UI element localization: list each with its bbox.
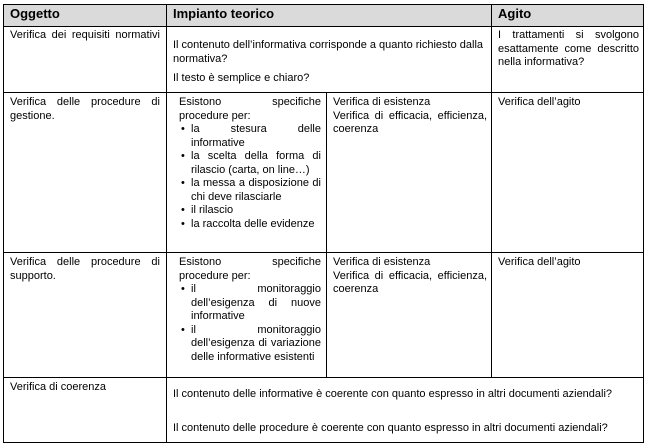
row3-agito-text: Verifica dell’agito [498, 256, 581, 268]
row2-oggetto [3, 92, 167, 253]
row1-impianto-q1: Il contenuto dell’informativa corrisponde a quanto richiesto dalla normativa? [173, 39, 484, 65]
row1-oggetto-text: Verifica dei requisiti normativi [10, 29, 160, 41]
row1-agito-text: I trattamenti si svolgono esattamente come descritto nella informativa? [498, 29, 639, 68]
row2-oggetto-text: Verifica delle procedure di gestione. [10, 96, 160, 122]
list-item: • il monitoraggio dell’esigenza di variazione delle informative esistenti [179, 324, 321, 365]
row3-procedure [166, 252, 327, 378]
row2-procedure-list [179, 123, 321, 231]
row1-impianto [166, 26, 492, 93]
list-item: • il monitoraggio dell’esigenza di nuove informative [179, 283, 321, 324]
row2-agito [491, 92, 644, 253]
header-oggetto-label: Oggetto [10, 6, 60, 21]
row4-coerenza-q1: Il contenuto delle informative è coerente con quanto espresso in altri documenti aziendali? [173, 388, 613, 400]
header-impianto [166, 4, 492, 27]
row3-oggetto [3, 252, 167, 378]
row3-agito [491, 252, 644, 378]
audit-table [3, 4, 644, 443]
header-oggetto [3, 4, 167, 27]
header-agito-label: Agito [498, 6, 532, 21]
row1-impianto-q2: Il testo è semplice e chiaro? [173, 72, 310, 84]
row3-oggetto-text: Verifica delle procedure di supporto. [10, 256, 160, 282]
row4-oggetto [3, 377, 167, 443]
row2-agito-text: Verifica dell’agito [498, 96, 581, 108]
row4-coerenza-q2: Il contenuto delle procedure è coerente con quanto espresso in altri documenti aziendali? [173, 422, 608, 434]
row3-verifica-text: Verifica di esistenza Verifica di efficacia, efficienza, coerenza [333, 256, 487, 295]
list-item: • la scelta della forma di rilascio (carta, on line…) [179, 150, 321, 177]
row1-agito [491, 26, 644, 93]
row3-verifica [326, 252, 492, 378]
header-impianto-label: Impianto teorico [173, 6, 275, 21]
list-item: • la raccolta delle evidenze [179, 218, 321, 232]
row1-oggetto [3, 26, 167, 93]
header-agito [491, 4, 644, 27]
row2-verifica [326, 92, 492, 253]
row2-procedure [166, 92, 327, 253]
row4-oggetto-text: Verifica di coerenza [10, 381, 106, 393]
list-item: • la stesura delle informative [179, 123, 321, 150]
row3-procedure-list [179, 283, 321, 364]
list-item: • il rilascio [179, 204, 321, 218]
row2-procedure-intro: Esistono specifiche procedure per: [179, 96, 321, 122]
list-item: • la messa a disposizione di chi deve rilasciarle [179, 177, 321, 204]
row3-procedure-intro: Esistono specifiche procedure per: [179, 256, 321, 282]
row2-verifica-text: Verifica di esistenza Verifica di efficacia, efficienza, coerenza [333, 96, 487, 135]
row4-coerenza [166, 377, 644, 443]
